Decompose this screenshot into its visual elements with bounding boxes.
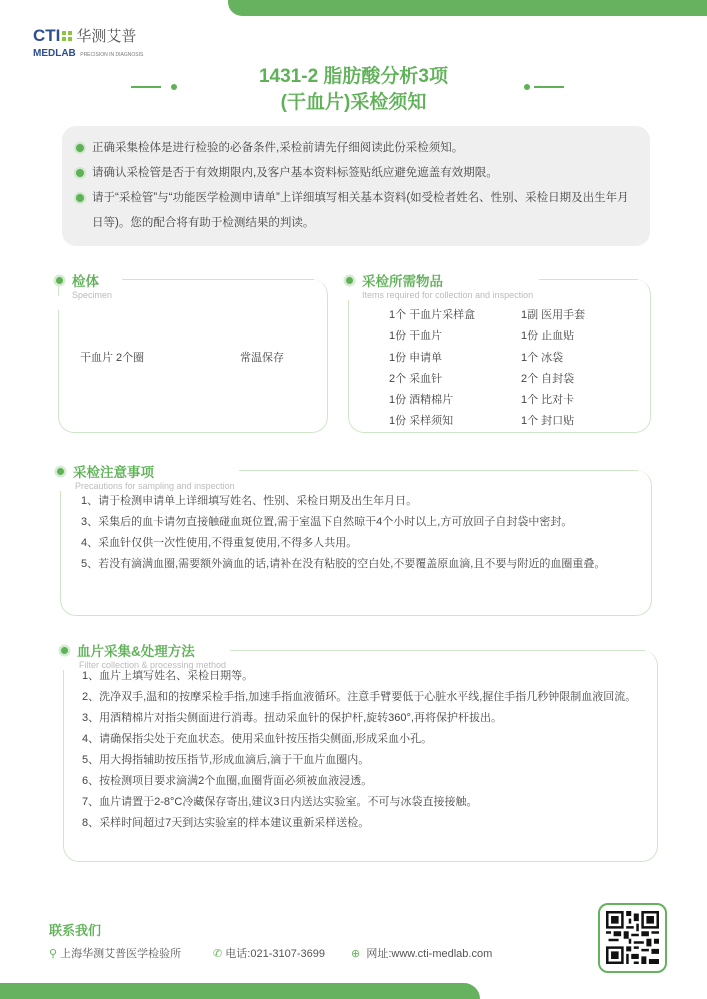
list-item: 3、采集后的血卡请勿直接触碰血斑位置,需于室温下自然晾干4个小时以上,方可放回子自封袋中密封。 (81, 516, 573, 528)
contact-address (49, 945, 181, 961)
qr-code (598, 903, 667, 973)
list-item: 2个 自封袋 (521, 372, 575, 385)
logo-cn: 华测艾普 (76, 28, 137, 45)
section-subtitle: Specimen (72, 290, 113, 300)
specimen-type: 干血片 2个圈 (80, 352, 145, 364)
logo (33, 25, 143, 61)
website-link[interactable]: 网址:www.cti-medlab.com (366, 948, 493, 960)
list-item: 1份 采样须知 (389, 415, 454, 428)
bullet-icon (57, 468, 64, 475)
location-icon: ⚲ (49, 948, 58, 960)
globe-icon: ⊕ (351, 948, 361, 960)
section-title: 采检所需物品 (362, 274, 443, 289)
divider (172, 470, 638, 471)
logo-tagline: PRECISION IN DIAGNOSIS (80, 52, 144, 58)
address-text: 上海华测艾普医学检验所 (60, 948, 182, 960)
title-line-2: (干血片)采检须知 (280, 92, 427, 113)
section-subtitle: Items required for collection and inspection (362, 290, 534, 300)
logo-brand: CTI (33, 26, 61, 45)
page-title (0, 64, 707, 116)
list-item: 5、用大拇指辅助按压指节,形成血滴后,滴于干血片血圈内。 (82, 754, 370, 766)
phone-icon: ✆ (213, 948, 223, 960)
precautions-list (81, 491, 605, 575)
items-list-left (389, 305, 475, 433)
section-subtitle: Precautions for sampling and inspection (75, 481, 235, 491)
section-title: 检体 (72, 274, 99, 289)
specimen-storage: 常温保存 (240, 352, 284, 364)
list-item: 1副 医用手套 (521, 309, 586, 321)
list-item: 8、采样时间超过7天到达实验室的样本建议重新采样送检。 (82, 817, 370, 829)
precautions-header (57, 461, 239, 491)
qr-code-icon (606, 911, 659, 964)
mask (56, 296, 64, 310)
notice-item: 请于“采检管”与“功能医学检测申请单”上详细填写相关基本资料(如受检者姓名、性别、采检日期及出生年月日等)。您的配合将有助于检测结果的判读。 (76, 186, 638, 236)
logo-mark-icon (62, 31, 72, 41)
section-title: 采检注意事项 (73, 465, 154, 480)
list-item: 1份 申请单 (389, 351, 443, 364)
title-line-1: 1431-2 脂肪酸分析3项 (258, 66, 448, 87)
contact-phone (213, 945, 325, 961)
list-item: 1份 止血贴 (521, 330, 575, 343)
items-header (346, 270, 539, 300)
logo-medlab: MEDLAB (33, 48, 76, 59)
method-list (82, 666, 642, 834)
notice-item: 正确采集检体是进行检验的必备条件,采检前请先仔细阅读此份采检须知。 (76, 136, 638, 161)
divider (122, 279, 314, 280)
section-title: 血片采集&处理方法 (77, 644, 195, 659)
list-item: 1个 干血片采样盒 (389, 309, 476, 321)
list-item: 4、请确保指尖处于充血状态。使用采血针按压指尖侧面,形成采血小孔。 (82, 733, 433, 745)
list-item: 1个 比对卡 (521, 394, 575, 407)
bottom-banner (0, 983, 480, 999)
bullet-icon (61, 647, 68, 654)
list-item: 4、采血针仅供一次性使用,不得重复使用,不得多人共用。 (81, 537, 358, 549)
list-item: 6、按检测项目要求滴满2个血圈,血圈背面必须被血液浸透。 (82, 775, 373, 787)
list-item: 7、血片请置于2-8°C冷藏保存寄出,建议3日内送达实验室。不可与冰袋直接接触。 (82, 796, 478, 808)
contact-website[interactable] (351, 945, 492, 961)
list-item: 2个 采血针 (389, 372, 443, 385)
list-item: 5、若没有滴满血圈,需要额外滴血的话,请补在没有粘胶的空白处,不要覆盖原血滴,且不要与附近的血圈重叠。 (81, 558, 606, 570)
divider (205, 650, 645, 651)
list-item: 1份 酒精棉片 (389, 394, 454, 407)
list-item: 1、血片上填写姓名、采检日期等。 (82, 670, 254, 682)
notice-item: 请确认采检管是否于有效期限内,及客户基本资料标签贴纸应避免遮盖有效期限。 (76, 161, 638, 186)
phone-text: 电话:021-3107-3699 (225, 948, 325, 960)
list-item: 1份 干血片 (389, 330, 443, 343)
bullet-icon (346, 277, 353, 284)
list-item: 1个 冰袋 (521, 351, 564, 364)
list-item: 3、用酒精棉片对指尖侧面进行消毒。扭动采血针的保护杆,旋转360°,再将保护杆拔出。 (82, 712, 502, 724)
list-item: 2、洗净双手,温和的按摩采检手指,加速手指血液循环。注意手臂要低于心脏水平线,握住手指几秒钟限制血液回流。 (82, 691, 637, 703)
top-banner (228, 0, 707, 16)
list-item: 1、请于检测申请单上详细填写姓名、性别、采检日期及出生年月日。 (81, 495, 418, 507)
list-item: 1个 封口贴 (521, 415, 575, 428)
notice-box (62, 126, 650, 246)
items-list-right (521, 305, 585, 433)
specimen-header (56, 270, 112, 300)
bullet-icon (56, 277, 63, 284)
section-subtitle: Filter collection & processing method (79, 660, 227, 670)
contact-title: 联系我们 (49, 923, 102, 938)
